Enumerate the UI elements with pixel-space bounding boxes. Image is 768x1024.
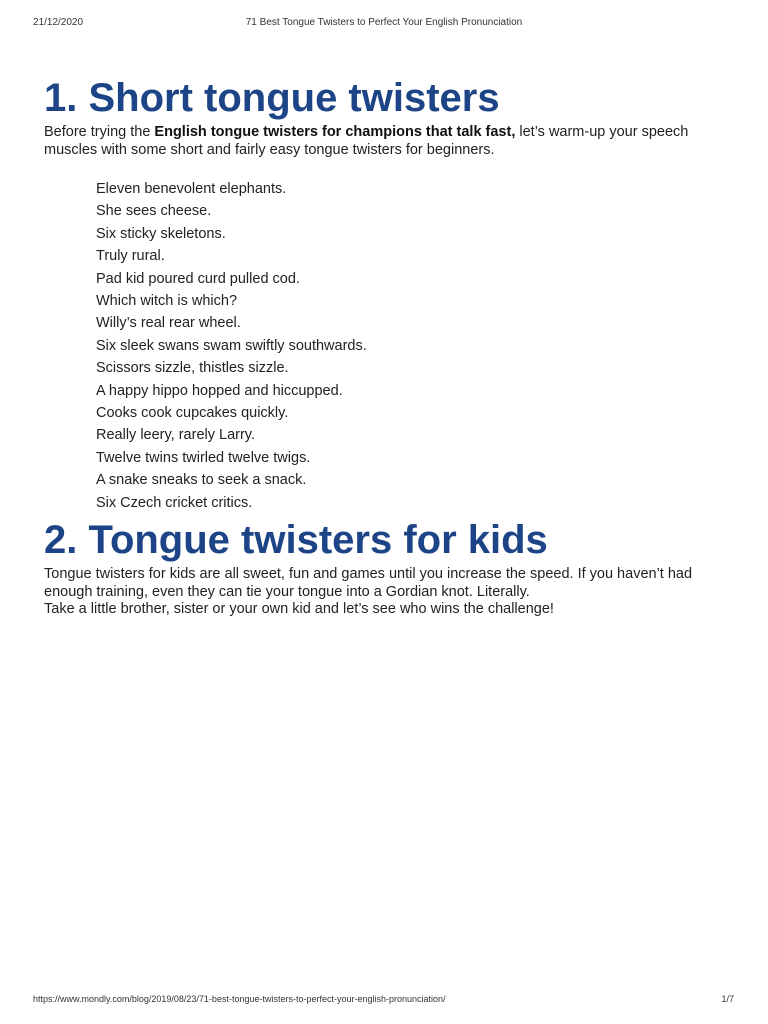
print-footer xyxy=(0,994,768,1008)
print-header xyxy=(0,17,768,31)
list-item: She sees cheese. xyxy=(96,203,212,220)
article-content xyxy=(44,72,734,619)
page-number: 1/7 xyxy=(721,994,734,1004)
list-item: A snake sneaks to seek a snack. xyxy=(96,472,307,489)
list-item: Cooks cook cupcakes quickly. xyxy=(96,405,289,422)
section2-paragraph-1: Tongue twisters for kids are all sweet, fun and games until you increase the speed. If you haven’t had enough training, even they can tie your tongue into a Gordian knot. Literally. xyxy=(44,566,693,600)
print-document-title: 71 Best Tongue Twisters to Perfect Your English Pronunciation xyxy=(245,17,523,28)
list-item: A happy hippo hopped and hiccupped. xyxy=(96,382,343,399)
section2-paragraph-2: Take a little brother, sister or your own kid and let’s see who wins the challenge! xyxy=(44,601,554,618)
list-item: Which witch is which? xyxy=(96,293,238,310)
list-item: Six sticky skeletons. xyxy=(96,225,226,242)
short-twister-list xyxy=(96,178,734,514)
list-item: Really leery, rarely Larry. xyxy=(96,427,256,444)
list-item: Truly rural. xyxy=(96,248,165,265)
section-heading-short-twisters: 1. Short tongue twisters xyxy=(44,76,500,120)
section1-intro-bold: English tongue twisters for champions that talk fast, xyxy=(154,124,516,140)
list-item: Six Czech cricket critics. xyxy=(96,494,253,511)
print-date: 21/12/2020 xyxy=(33,17,84,28)
print-source-url: https://www.mondly.com/blog/2019/08/23/71-best-tongue-twisters-to-perfect-your-english-pronunciation/ xyxy=(33,994,446,1004)
list-item: Six sleek swans swam swiftly southwards. xyxy=(96,337,367,354)
list-item: Eleven benevolent elephants. xyxy=(96,181,287,197)
section1-intro xyxy=(44,124,734,159)
section1-intro-after: let’s warm-up your speech muscles with some short and fairly easy tongue twisters for beginners. xyxy=(44,124,689,158)
list-item: Scissors sizzle, thistles sizzle. xyxy=(96,360,289,377)
list-item: Twelve twins twirled twelve twigs. xyxy=(96,449,311,466)
list-item: Pad kid poured curd pulled cod. xyxy=(96,270,300,287)
section-heading-kids-twisters: 2. Tongue twisters for kids xyxy=(44,518,548,563)
section1-intro-before: Before trying the xyxy=(44,124,155,140)
list-item: Willy’s real rear wheel. xyxy=(96,315,241,332)
